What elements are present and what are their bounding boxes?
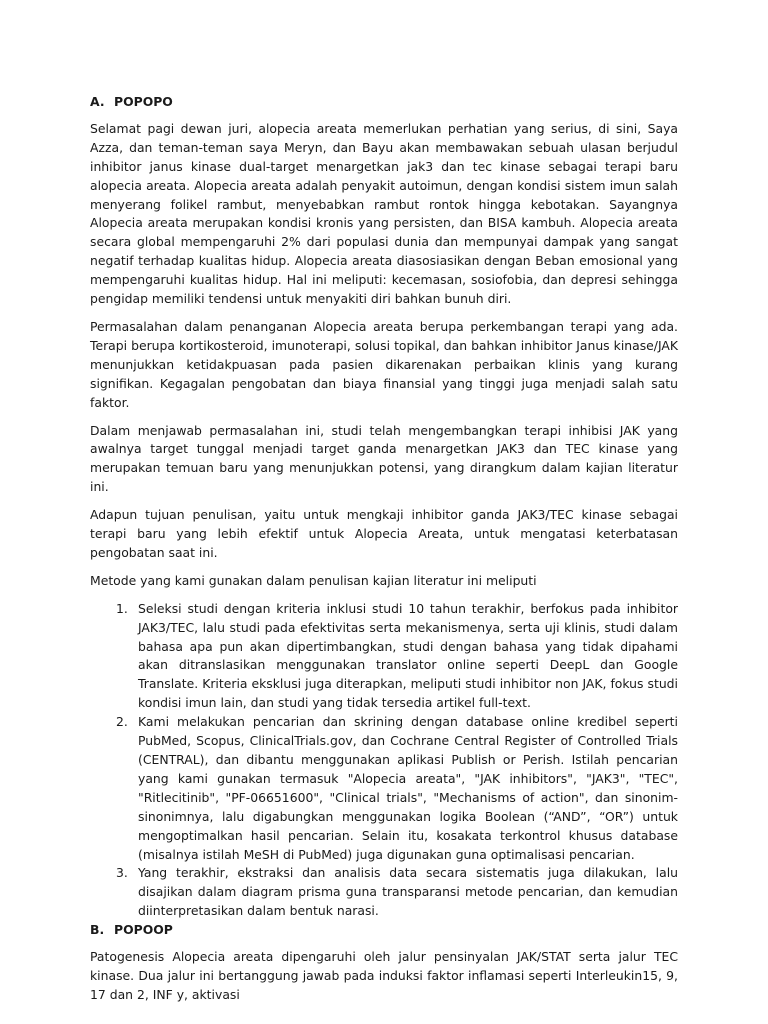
section-b-title: POPOOP [114, 922, 173, 938]
section-a-heading [90, 93, 678, 112]
list-item [90, 600, 678, 713]
methods-list [90, 600, 678, 921]
list-item-text: Yang terakhir, ekstraksi dan analisis data secara sistematis juga dilakukan, lalu disajikan dalam diagram prisma guna transparansi metode pencarian, dan kemudian diinterpretasikan dalam bentuk narasi. [138, 865, 678, 919]
list-item-number: 3. [116, 865, 128, 881]
list-item-number: 1. [116, 600, 128, 616]
list-item [90, 713, 678, 864]
document-page [90, 93, 678, 1014]
list-item-number: 2. [116, 714, 128, 730]
paragraph-pathogenesis: Patogenesis Alopecia areata dipengaruhi oleh jalur pensinyalan JAK/STAT serta jalur TEC kinase. Dua jalur ini bertanggung jawab pada induksi faktor inflamasi seperti Interleukin15, 9, 17 dan 2, INF y, aktivasi [90, 949, 678, 1002]
section-a-label: A. [90, 94, 105, 109]
list-item-text: Kami melakukan pencarian dan skrining dengan database online kredibel seperti PubMed, Scopus, ClinicalTrials.gov, dan Cochrane Central Register of Controlled Trials (CENTRAL), dan dibantu menggunakan aplikasi Publish or Perish. Istilah pencarian yang kami gunakan termasuk "Alopecia areata", "JAK inhibitors", "JAK3", "TEC", "Ritlecitinib", "PF-06651600", "Clinical trials", "Mechanisms of action", dan sinonim-sinonimnya, lalu digabungkan menggunakan logika Boolean (“AND”, “OR”) untuk mengoptimalkan hasil pencarian. Selain itu, kosakata terkontrol khusus database (misalnya istilah MeSH di PubMed) juga digunakan guna optimalisasi pencarian. [138, 714, 678, 862]
list-item [90, 864, 678, 921]
paragraph-method-intro: Metode yang kami gunakan dalam penulisan kajian literatur ini meliputi [90, 572, 537, 588]
section-b-heading [90, 921, 678, 940]
paragraph-problem: Permasalahan dalam penanganan Alopecia areata berupa perkembangan terapi yang ada. Terapi berupa kortikosteroid, imunoterapi, solusi topikal, dan bahkan inhibitor Janus kinase/JAK menunjukkan ketidakpuasan pada pasien dikarenakan perbaikan klinis yang kurang signifikan. Kegagalan pengobatan dan biaya finansial yang tinggi juga menjadi salah satu faktor. [90, 318, 678, 410]
paragraph-aim: Adapun tujuan penulisan, yaitu untuk mengkaji inhibitor ganda JAK3/TEC kinase sebagai terapi baru yang lebih efektif untuk Alopecia Areata, untuk mengatasi keterbatasan pengobatan saat ini. [90, 507, 678, 560]
list-item-text: Seleksi studi dengan kriteria inklusi studi 10 tahun terakhir, berfokus pada inhibitor JAK3/TEC, lalu studi pada efektivitas serta mekanismenya, serta uji klinis, studi dalam bahasa apa pun akan dipertimbangkan, studi dengan bahasa yang tidak dipahami akan ditranslasikan menggunakan translator online seperti DeepL dan Google Translate. Kriteria eksklusi juga diterapkan, meliputi studi inhibitor non JAK, fokus studi kondisi imun lain, dan studi yang tidak tersedia artikel full-text. [138, 600, 678, 711]
paragraph-intro: Selamat pagi dewan juri, alopecia areata memerlukan perhatian yang serius, di sini, Saya Azza, dan teman-teman saya Meryn, dan Bayu akan membawakan sebuah ulasan berjudul inhibitor janus kinase dual-target menargetkan jak3 dan tec kinase sebagai terapi baru alopecia areata. Alopecia areata adalah penyakit autoimun, dengan kondisi sistem imun salah menyerang folikel rambut, menyebabkan rambut rontok hingga kebotakan. Sayangnya Alopecia areata merupakan kondisi kronis yang persisten, dan BISA kambuh. Alopecia areata secara global mempengaruhi 2% dari populasi dunia dan mempunyai dampak yang sangat negatif terhadap kualitas hidup. Alopecia areata diasosiasikan dengan Beban emosional yang mempengaruhi kualitas hidup. Hal ini meliputi: kecemasan, sosiofobia, dan depresi sehingga pengidap memiliki tendensi untuk menyakiti diri bahkan bunuh diri. [90, 120, 678, 307]
section-a-title: POPOPO [114, 94, 173, 109]
section-b-label: B. [90, 922, 105, 938]
paragraph-response: Dalam menjawab permasalahan ini, studi telah mengembangkan terapi inhibisi JAK yang awalnya target tunggal menjadi target ganda menargetkan JAK3 dan TEC kinase yang merupakan temuan baru yang menunjukkan potensi, yang dirangkum dalam kajian literatur ini. [90, 422, 678, 495]
